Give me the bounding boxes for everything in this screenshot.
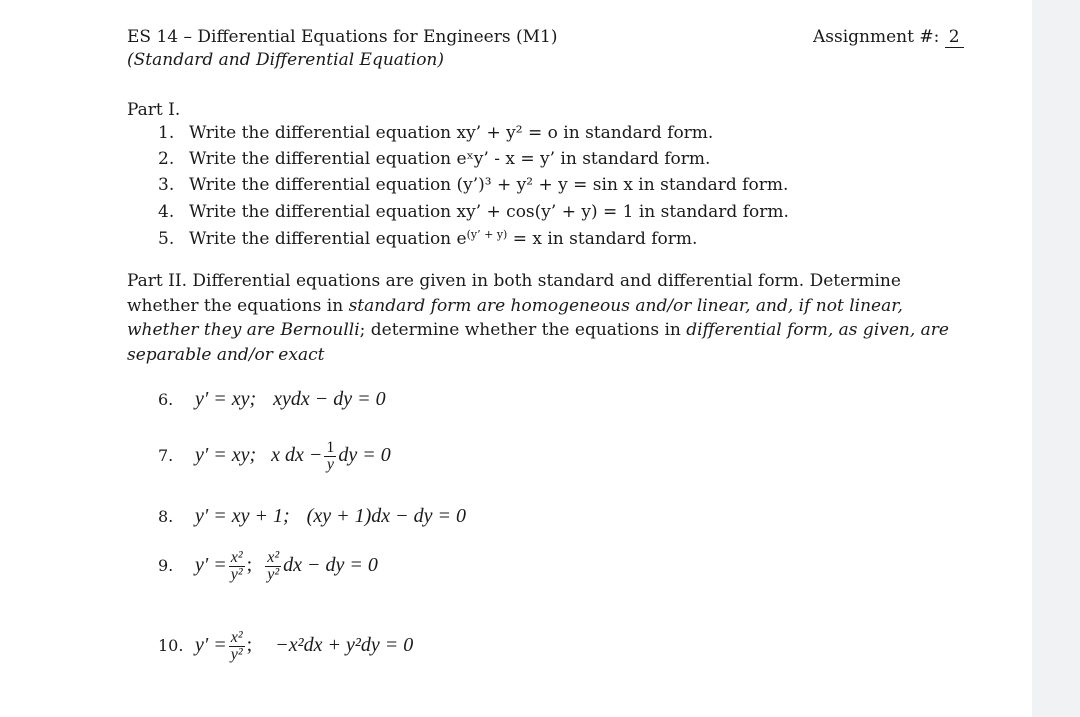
question-10 [158,630,413,663]
course-title: ES 14 – Differential Equations for Engineers (M1) [127,27,558,47]
differential-form: (xy + 1)dx − dy = 0 [306,505,466,527]
separator: ; [246,634,253,657]
instr-part-c: ; determine whether the equations in [359,320,687,340]
fraction [229,550,245,583]
question-6 [158,388,386,411]
list-item [158,149,710,169]
item-number: 5. [158,229,175,249]
right-margin-band [1032,0,1080,717]
part2-instructions [127,269,977,367]
item-text-end: = x in standard form. [507,229,698,249]
assignment-label: Assignment #: [813,27,940,47]
fraction [229,630,245,663]
differential-form-a: x dx − [271,444,323,467]
assignment-value: 2 [945,27,964,48]
question-number: 7. [158,446,174,466]
fraction [324,440,336,473]
item-number: 1. [158,123,175,143]
standard-form: y′ = xy; [195,444,257,467]
instr-part-d: differential form, as given, are separable and/or exact [127,320,949,365]
item-text: Write the differential equation eˣy’ - x = y’ in standard form. [189,149,711,169]
item-number: 2. [158,149,175,169]
numerator: x² [230,549,243,566]
denominator: y² [267,566,280,583]
list-item [158,123,713,143]
numerator: x² [267,549,280,566]
part1-title: Part I. [127,100,181,120]
question-7 [158,440,391,473]
question-number: 8. [158,507,174,526]
question-number: 6. [158,390,174,409]
standard-lhs: y′ = [195,634,227,657]
instr-part-a: Part II. Differential equations are given in both standard and differential form. Determine whether the equations in [127,271,901,316]
list-item [158,175,788,195]
numerator: 1 [326,439,335,456]
instr-part-b: standard form are homogeneous and/or linear, and, if not linear, whether they are Bernoulli [127,295,903,340]
numerator: x² [230,629,243,646]
standard-form: y′ = xy; [195,388,257,410]
standard-form: y′ = xy + 1; [195,505,290,527]
topic-subtitle: (Standard and Differential Equation) [127,50,445,70]
differential-form: xydx − dy = 0 [273,388,386,410]
assignment-number [813,27,964,47]
differential-form-b: dy = 0 [338,444,391,467]
denominator: y² [230,566,243,583]
differential-form: dx − dy = 0 [283,554,378,577]
differential-form: −x²dx + y²dy = 0 [275,634,414,657]
list-item [158,228,697,249]
standard-lhs: y′ = [195,554,227,577]
item-text: Write the differential equation xy’ + cos(y’ + y) = 1 in standard form. [189,202,789,222]
question-8 [158,505,466,528]
list-item [158,202,789,222]
question-9 [158,550,378,583]
item-text: Write the differential equation xy’ + y² = o in standard form. [189,123,714,143]
item-number: 3. [158,175,175,195]
item-text: Write the differential equation (y’)³ + y² + y = sin x in standard form. [189,175,789,195]
denominator: y [326,456,334,473]
denominator: y² [230,646,243,663]
question-number: 9. [158,556,174,576]
fraction [265,550,281,583]
item-number: 4. [158,202,175,222]
separator: ; [246,554,253,577]
item-text: Write the differential equation e [189,229,467,249]
question-number: 10. [158,636,184,656]
item-superscript: (y’ + y) [466,228,508,241]
